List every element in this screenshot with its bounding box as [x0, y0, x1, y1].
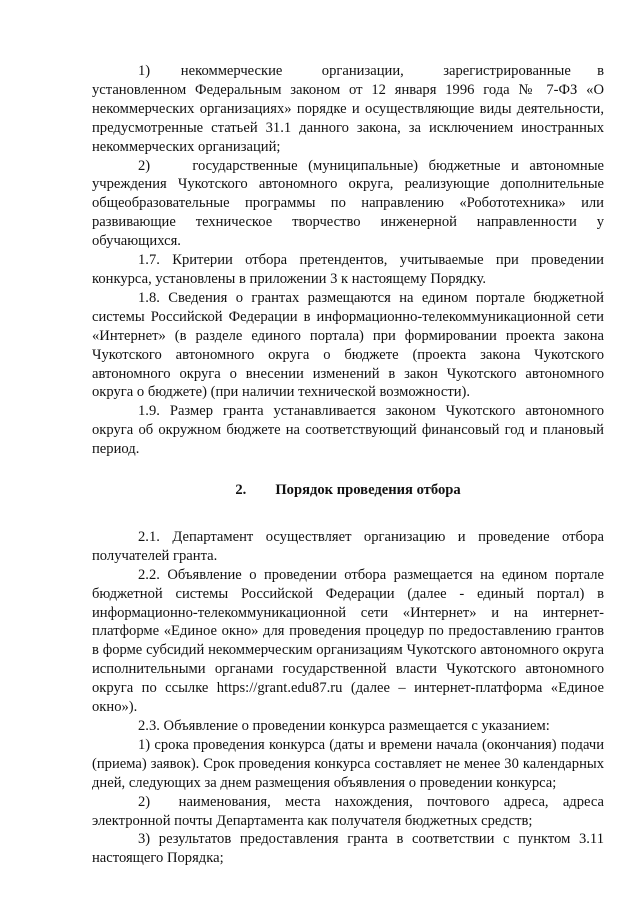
- paragraph-2-3-item-1: 1) срока проведения конкурса (даты и времени начала (окончания) подачи (приема) заявок). Срок проведения конкурса составляет не менее 30 календарных дней, следующих за днем размещения объявления о проведении конкурса;: [92, 736, 604, 791]
- paragraph-1-9: 1.9. Размер гранта устанавливается законом Чукотского автономного округа об окружном бюджете на соответствующий финансовый год и плановый период.: [92, 403, 604, 458]
- section-title: Порядок проведения отбора: [275, 482, 461, 499]
- paragraph-item-2: 2) государственные (муниципальные) бюджетные и автономные учреждения Чукотского автономного округа, реализующие дополнительные общеобразовательные программы по направлению «Робототехника» или развивающие техническое творчество инженерной направленности у обучающихся.: [92, 157, 604, 250]
- paragraph-2-1: 2.1. Департамент осуществляет организацию и проведение отбора получателей гранта.: [92, 528, 604, 564]
- paragraph-1-8: 1.8. Сведения о грантах размещаются на едином портале бюджетной системы Российской Федерации в информационно-телекоммуникационной сети «Интернет» (в разделе единого портала) при формировании проекта закона Чукотского автономного округа о бюджете (проекта закона Чукотского автономного округа о внесении изменений в закон Чукотского автономного округа о бюджете) (при наличии технической возможности).: [92, 289, 604, 401]
- paragraph-2-3: 2.3. Объявление о проведении конкурса размещается с указанием:: [138, 718, 550, 734]
- paragraph-item-1: 1) некоммерческие организации, зарегистрированные в установленном Федеральным законом от 12 января 1996 года № 7-ФЗ «О некоммерческих организациях» порядке и осуществляющие виды деятельности, предусмотренные статьей 31.1 данного закона, за исключением иностранных некоммерческих организаций;: [92, 63, 604, 155]
- section-number: 2.: [235, 482, 247, 499]
- document-page: [92, 62, 604, 868]
- section-heading: [92, 481, 604, 500]
- paragraph-2-3-item-3: 3) результатов предоставления гранта в соответствии с пунктом 3.11 настоящего Порядка;: [92, 831, 604, 867]
- paragraph-2-3-item-2: 2) наименования, места нахождения, почтового адреса, адреса электронной почты Департамента как получателя бюджетных средств;: [92, 793, 604, 829]
- paragraph-2-2: 2.2. Объявление о проведении отбора размещается на едином портале бюджетной системы Российской Федерации (далее - единый портал) в информационно-телекоммуникационной сети «Интернет» и на интернет-платформе «Единое окно» для проведения процедур по предоставлению грантов в форме субсидий некоммерческим организациям Чукотского автономного округа исполнительными органами государственной власти Чукотского автономного округа по ссылке https://grant.edu87.ru (далее – интернет-платформа «Единое окно»).: [92, 566, 604, 716]
- paragraph-1-7: 1.7. Критерии отбора претендентов, учитываемые при проведении конкурса, установлены в приложении 3 к настоящему Порядку.: [92, 252, 604, 287]
